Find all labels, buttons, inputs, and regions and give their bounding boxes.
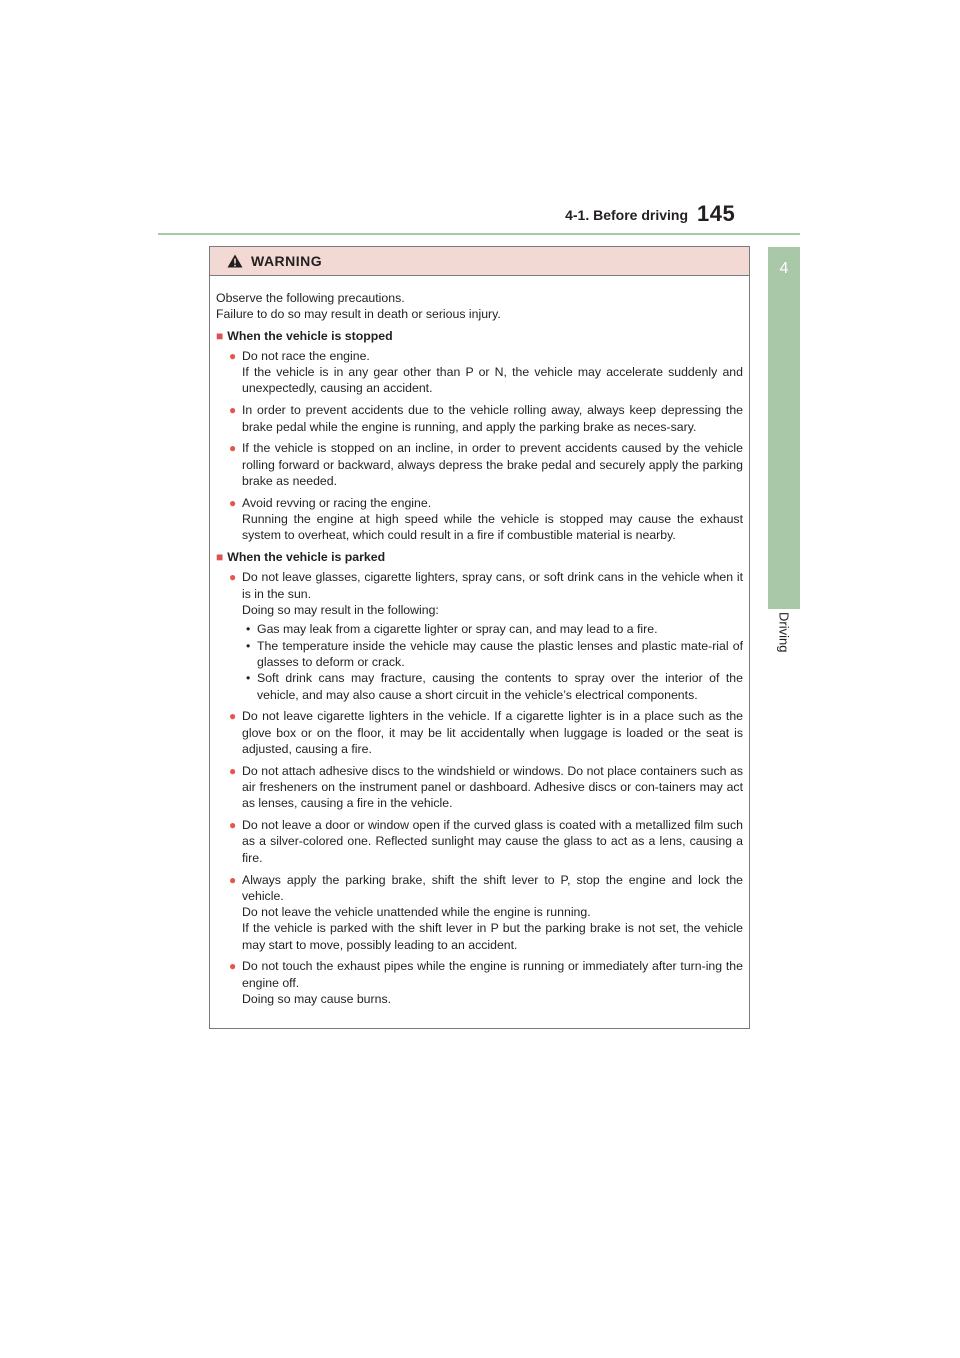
circle-bullet-icon: ● — [229, 570, 237, 585]
dot-bullet-icon: • — [246, 671, 251, 686]
circle-bullet-icon: ● — [229, 403, 237, 418]
circle-bullet-icon: ● — [229, 441, 237, 456]
circle-bullet-icon: ● — [229, 495, 237, 510]
warning-body — [210, 276, 749, 1007]
list-item — [216, 763, 743, 812]
section-heading-text: When the vehicle is stopped — [227, 328, 393, 343]
intro-line: Observe the following precautions. — [216, 291, 405, 305]
sub-list — [242, 621, 743, 702]
chapter-tab — [768, 247, 800, 609]
item-text: Do not leave glasses, cigarette lighters, spray cans, or soft drink cans in the vehicle when it is in the sun. — [242, 570, 743, 601]
list-item — [216, 958, 743, 1007]
sub-item-text: Gas may leak from a cigarette lighter or spray can, and may lead to a fire. — [257, 622, 658, 637]
list-item — [216, 817, 743, 866]
item-text: Do not attach adhesive discs to the windshield or windows. Do not place containers such as air fresheners on the instrument panel or dashboard. Adhesive discs or con-tainers may act as lenses, causing a fire in the vehicle. — [242, 763, 743, 811]
item-text: Do not touch the exhaust pipes while the engine is running or immediately after turn-ing the engine off. — [242, 959, 743, 990]
item-text: If the vehicle is stopped on an incline, in order to prevent accidents caused by the vehicle rolling forward or backward, always depress the brake pedal and securely apply the parking brake as needed. — [242, 441, 743, 488]
section-heading-text: When the vehicle is parked — [227, 550, 386, 565]
circle-bullet-icon: ● — [229, 872, 237, 887]
item-text: Doing so may cause burns. — [242, 992, 392, 1007]
warning-triangle-icon — [227, 254, 243, 268]
sub-list-item — [242, 621, 743, 637]
warning-box — [209, 246, 750, 1029]
item-text: Do not race the engine. — [242, 348, 370, 363]
warning-header — [210, 247, 749, 276]
circle-bullet-icon: ● — [229, 959, 237, 974]
item-text: Running the engine at high speed while the vehicle is stopped may cause the exhaust system to overheat, which could result in a fire if combustible material is nearby. — [242, 512, 743, 543]
circle-bullet-icon: ● — [229, 709, 237, 724]
list-item — [216, 708, 743, 757]
header-rule — [158, 233, 800, 235]
item-text: Do not leave cigarette lighters in the vehicle. If a cigarette lighter is in a place such as the glove box or on the floor, it may be lit accidentally when luggage is loaded or the seat is adjusted, causing a fire. — [242, 709, 743, 756]
item-text: If the vehicle is parked with the shift lever in P but the parking brake is not set, the vehicle may start to move, possibly leading to an accident. — [242, 921, 743, 952]
item-text: Avoid revving or racing the engine. — [242, 495, 432, 510]
list-item — [216, 569, 743, 702]
section-title: 4-1. Before driving — [565, 207, 688, 223]
item-text: Do not leave a door or window open if the curved glass is coated with a metallized film such as a silver-colored one. Reflected sunlight may cause the glass to act as a lens, causing a fire. — [242, 818, 743, 865]
section-heading — [216, 328, 743, 344]
list-item — [216, 402, 743, 435]
item-text: Doing so may result in the following: — [242, 603, 439, 618]
item-text: Do not leave the vehicle unattended while the engine is running. — [242, 905, 591, 920]
page-number: 145 — [697, 201, 736, 226]
dot-bullet-icon: • — [246, 622, 251, 637]
item-text: If the vehicle is in any gear other than P or N, the vehicle may accelerate suddenly and unexpectedly, causing an accident. — [242, 365, 743, 396]
sub-list-item — [242, 670, 743, 703]
square-bullet-icon: ■ — [216, 328, 224, 343]
chapter-number: 4 — [779, 260, 789, 277]
dot-bullet-icon: • — [246, 638, 251, 653]
list-item — [216, 495, 743, 544]
sub-list-item — [242, 638, 743, 671]
list-item — [216, 440, 743, 489]
circle-bullet-icon: ● — [229, 818, 237, 833]
circle-bullet-icon: ● — [229, 763, 237, 778]
sub-item-text: The temperature inside the vehicle may cause the plastic lenses and plastic mate-rial of glasses to deform or crack. — [257, 638, 743, 669]
sub-item-text: Soft drink cans may fracture, causing the contents to spray over the interior of the vehicle, and may also cause a short circuit in the vehicle’s electrical components. — [257, 671, 743, 702]
list-item — [216, 348, 743, 397]
chapter-label: Driving — [776, 612, 792, 653]
intro-line: Failure to do so may result in death or serious injury. — [216, 307, 501, 322]
section-heading — [216, 549, 743, 565]
item-text: Always apply the parking brake, shift the shift lever to P, stop the engine and lock the vehicle. — [242, 872, 743, 903]
item-text: In order to prevent accidents due to the vehicle rolling away, always keep depressing the brake pedal while the engine is running, and apply the parking brake as neces-sary. — [242, 403, 743, 434]
list-item — [216, 872, 743, 953]
circle-bullet-icon: ● — [229, 348, 237, 363]
square-bullet-icon: ■ — [216, 550, 224, 565]
warning-title: WARNING — [251, 253, 323, 269]
